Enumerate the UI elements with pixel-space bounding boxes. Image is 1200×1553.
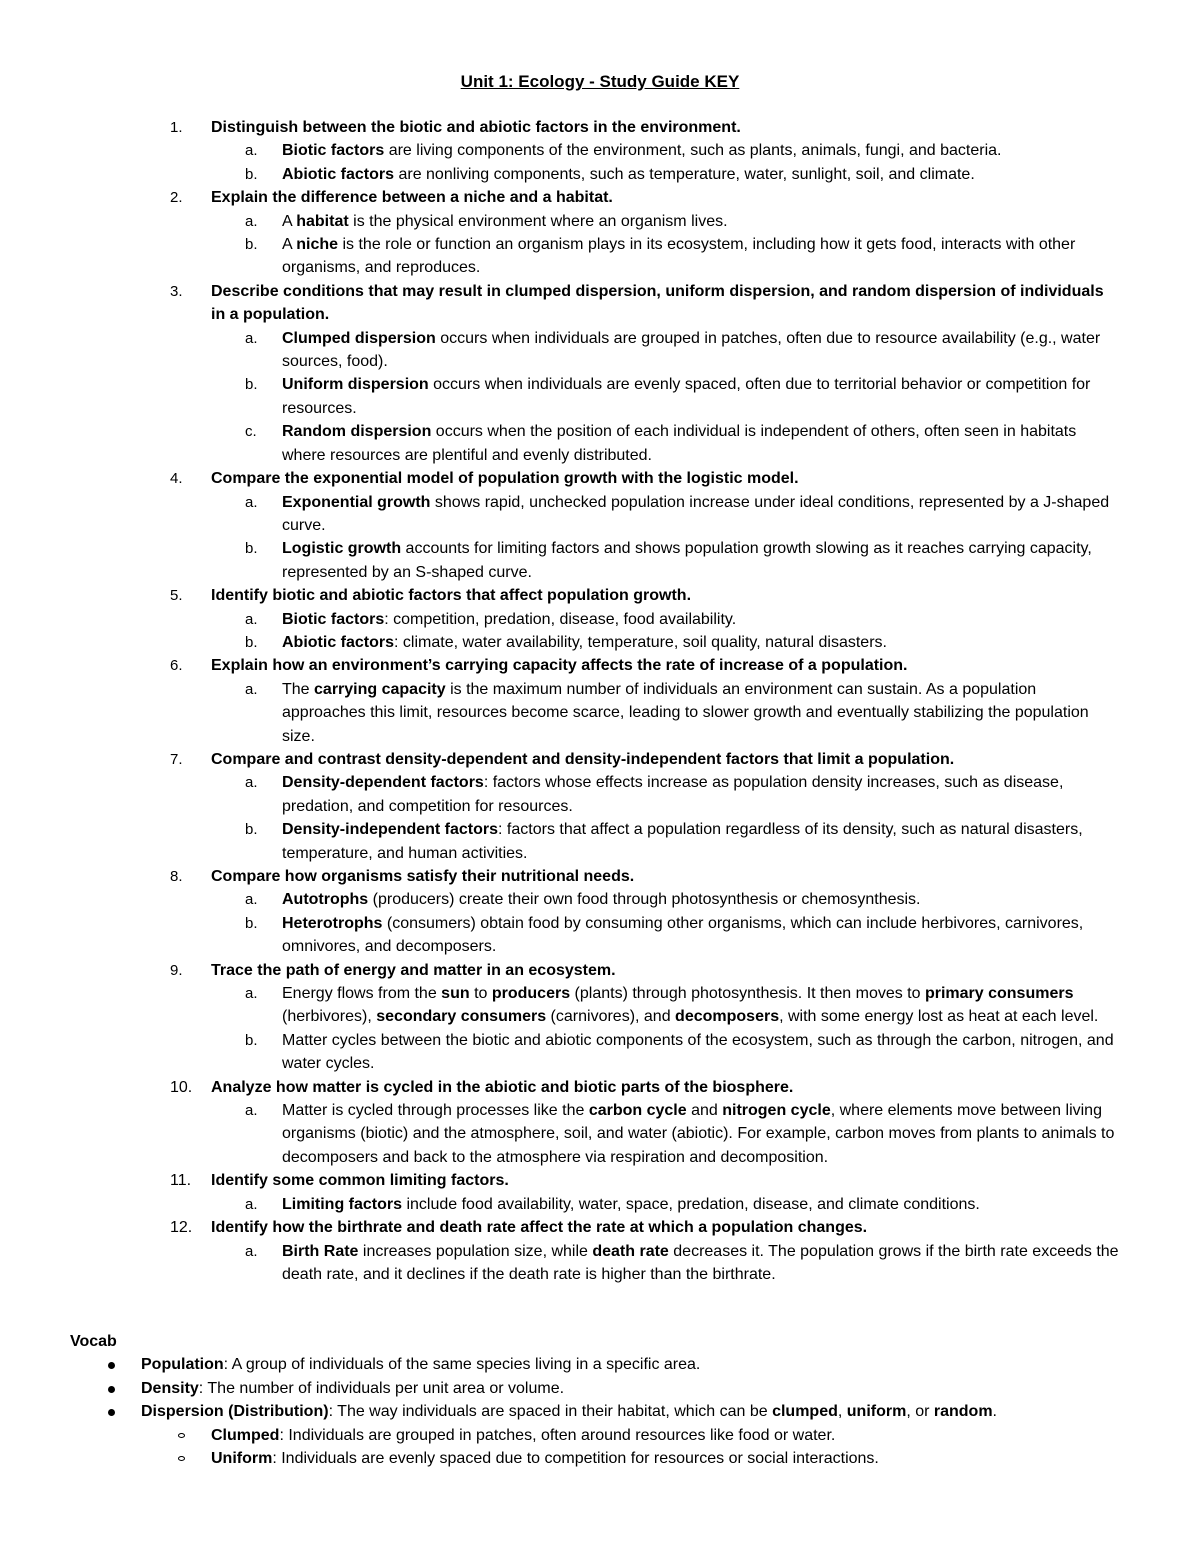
answer-text xyxy=(282,1240,1122,1287)
question-text: Describe conditions that may result in clumped dispersion, uniform dispersion, and random dispersion of individuals in a population. xyxy=(211,282,1104,324)
text-run: Energy flows from the xyxy=(282,985,442,1003)
bullet-icon xyxy=(108,1362,115,1369)
question-item xyxy=(0,748,1200,771)
answer-text xyxy=(282,1099,1122,1169)
question-item xyxy=(0,959,1200,982)
question-number: 3. xyxy=(170,282,183,300)
vocab-subtext xyxy=(211,1447,1131,1470)
answer-letter: b. xyxy=(245,376,258,394)
answer-letter: a. xyxy=(245,985,258,1003)
answer-text xyxy=(282,631,1122,654)
answer-item xyxy=(0,1029,1200,1076)
answer-item xyxy=(0,888,1200,911)
text-run: (plants) through photosynthesis. It then moves to xyxy=(570,985,925,1003)
vocab-subitem xyxy=(0,1447,1200,1470)
text-run: A xyxy=(282,236,297,254)
bold-term: secondary consumers xyxy=(376,1008,547,1026)
answer-letter: a. xyxy=(245,1195,258,1213)
answer-letter: a. xyxy=(245,774,258,792)
question-number: 1. xyxy=(170,119,183,136)
question-text: Explain how an environment’s carrying capacity affects the rate of increase of a population. xyxy=(211,657,908,675)
text-run: shows rapid, unchecked population increase under ideal conditions, represented by a J-shaped curve. xyxy=(282,493,1110,534)
text-run: accounts for limiting factors and shows population growth slowing as it reaches carrying capacity, represented by an S-shaped curve. xyxy=(282,540,1092,581)
answer-item xyxy=(0,982,1200,1029)
question-item xyxy=(0,865,1200,888)
vocab-item xyxy=(0,1377,1200,1400)
question-number: 7. xyxy=(170,750,183,768)
bold-term: Population xyxy=(141,1356,224,1374)
question-number: 6. xyxy=(170,657,183,675)
text-run: Matter is cycled through processes like the xyxy=(282,1102,589,1120)
answer-item xyxy=(0,1240,1200,1287)
text-run: : Individuals are evenly spaced due to competition for resources or social interactions. xyxy=(272,1450,879,1468)
question-item xyxy=(0,1216,1200,1239)
answer-letter: b. xyxy=(245,165,258,183)
text-run: : Individuals are grouped in patches, often around resources like food or water. xyxy=(279,1426,836,1444)
question-item xyxy=(0,1076,1200,1099)
answer-item xyxy=(0,537,1200,584)
answer-text xyxy=(282,1193,1122,1216)
answer-item xyxy=(0,163,1200,186)
question-number: 12. xyxy=(170,1219,193,1237)
answer-text xyxy=(282,678,1122,748)
text-run: : competition, predation, disease, food availability. xyxy=(384,610,737,628)
answer-letter: a. xyxy=(245,329,258,347)
answer-text xyxy=(282,608,1122,631)
text-run: is the physical environment where an organism lives. xyxy=(348,212,728,230)
answer-text xyxy=(282,1029,1122,1076)
bold-term: Logistic growth xyxy=(282,540,402,558)
vocab-text xyxy=(141,1353,1121,1376)
text-run: (producers) create their own food through photosynthesis or chemosynthesis. xyxy=(368,891,921,909)
question-text: Distinguish between the biotic and abiotic factors in the environment. xyxy=(211,119,741,136)
bold-term: Biotic factors xyxy=(282,610,385,628)
vocab-text xyxy=(141,1400,1121,1423)
answer-letter: a. xyxy=(245,1102,258,1120)
answer-item xyxy=(0,139,1200,162)
answer-text xyxy=(282,537,1122,584)
bold-term: nitrogen cycle xyxy=(722,1102,831,1120)
question-number: 11. xyxy=(170,1172,192,1190)
vocab-subitem xyxy=(0,1424,1200,1447)
text-run: occurs when individuals are evenly spaced, often due to territorial behavior or competition for resources. xyxy=(282,376,1091,417)
question-item xyxy=(0,654,1200,677)
text-run: include food availability, water, space, predation, disease, and climate conditions. xyxy=(402,1195,980,1213)
bold-term: niche xyxy=(296,236,339,254)
text-run: is the role or function an organism plays in its ecosystem, including how it gets food, interacts with other organisms, and reproduces. xyxy=(282,236,1076,277)
answer-letter: a. xyxy=(245,493,258,511)
question-item xyxy=(0,1169,1200,1192)
text-run: occurs when individuals are grouped in patches, often due to resource availability (e.g., water sources, food). xyxy=(282,329,1101,371)
bold-term: primary consumers xyxy=(924,985,1074,1003)
question-number: 2. xyxy=(170,189,183,207)
bold-term: Autotrophs xyxy=(282,891,369,909)
question-text: Explain the difference between a niche and a habitat. xyxy=(211,189,613,207)
bold-term: Clumped dispersion xyxy=(282,329,436,347)
vocab-heading: Vocab xyxy=(70,1333,117,1350)
bold-term: Clumped xyxy=(211,1426,280,1444)
answer-text xyxy=(282,771,1122,818)
answer-letter: c. xyxy=(245,423,257,441)
text-run: A xyxy=(282,212,297,230)
text-run: . xyxy=(992,1403,997,1421)
answer-letter: b. xyxy=(245,914,258,932)
question-text: Compare and contrast density-dependent and density-independent factors that limit a population. xyxy=(211,750,955,768)
answer-item xyxy=(0,373,1200,420)
answer-letter: b. xyxy=(245,821,258,839)
answer-text xyxy=(282,912,1122,959)
vocab-item xyxy=(0,1400,1200,1423)
bold-term: carrying capacity xyxy=(314,680,446,698)
bold-term: Birth Rate xyxy=(282,1242,359,1260)
text-run: decreases it. The population grows if the birth rate exceeds the death rate, and it declines if the death rate is higher than the birthrate. xyxy=(282,1242,1119,1283)
question-text: Analyze how matter is cycled in the abiotic and biotic parts of the biosphere. xyxy=(211,1078,794,1096)
answer-text xyxy=(282,163,1122,186)
bold-term: Abiotic factors xyxy=(282,165,395,183)
question-number: 8. xyxy=(170,868,183,885)
bold-term: uniform xyxy=(846,1403,907,1421)
vocab-item xyxy=(0,1353,1200,1376)
answer-text xyxy=(282,139,1122,162)
answer-text xyxy=(282,491,1122,538)
question-number: 4. xyxy=(170,470,183,488)
bold-term: decomposers xyxy=(675,1008,780,1026)
text-run: : The number of individuals per unit area or volume. xyxy=(198,1379,565,1397)
answer-item xyxy=(0,1193,1200,1216)
answer-item xyxy=(0,678,1200,748)
answer-letter: b. xyxy=(245,540,258,558)
text-run: increases population size, while xyxy=(358,1242,593,1260)
question-text: Compare how organisms satisfy their nutritional needs. xyxy=(211,868,635,885)
answer-text xyxy=(282,888,1122,911)
answer-letter: a. xyxy=(245,142,258,160)
bullet-icon xyxy=(108,1409,115,1416)
answer-item xyxy=(0,1099,1200,1169)
answer-item xyxy=(0,491,1200,538)
text-run: , where elements move between living organisms (biotic) and the atmosphere, soil, and water (abiotic). For example, carbon moves from plants to animals to decomposers and back to the atmosphere via respiration and decomposition. xyxy=(282,1102,1115,1166)
answer-item xyxy=(0,233,1200,280)
answer-item xyxy=(0,631,1200,654)
bold-term: Dispersion (Distribution) xyxy=(141,1403,329,1421)
answer-item xyxy=(0,771,1200,818)
answer-letter: a. xyxy=(245,680,258,698)
vocab-subtext xyxy=(211,1424,1131,1447)
text-run: : factors that affect a population regardless of its density, such as natural disasters, temperature, and human activities. xyxy=(282,821,1083,862)
bold-term: random xyxy=(933,1403,993,1421)
question-item xyxy=(0,467,1200,490)
text-run: The xyxy=(282,680,315,698)
answer-item xyxy=(0,210,1200,233)
answer-text xyxy=(282,818,1122,865)
bold-term: Density-dependent factors xyxy=(282,774,484,792)
text-run: (herbivores), xyxy=(282,1008,377,1026)
bold-term: clumped xyxy=(772,1403,838,1421)
question-item xyxy=(0,280,1200,327)
vocab-text xyxy=(141,1377,1121,1400)
answer-item xyxy=(0,818,1200,865)
answer-text xyxy=(282,982,1122,1029)
question-text: Compare the exponential model of population growth with the logistic model. xyxy=(211,470,799,488)
bold-term: habitat xyxy=(296,212,349,230)
question-text: Trace the path of energy and matter in an ecosystem. xyxy=(211,961,616,979)
text-run: Matter cycles between the biotic and abiotic components of the ecosystem, such as through the carbon, nitrogen, and water cycles. xyxy=(282,1031,1114,1073)
answer-item xyxy=(0,912,1200,959)
text-run: (consumers) obtain food by consuming other organisms, which can include herbivores, carnivores, omnivores, and decomposers. xyxy=(282,914,1084,956)
bold-term: Uniform dispersion xyxy=(282,376,429,394)
page-title: Unit 1: Ecology - Study Guide KEY xyxy=(460,72,740,91)
question-number: 5. xyxy=(170,587,183,605)
text-run: : factors whose effects increase as population density increases, such as disease, predation, and competition for resources. xyxy=(282,774,1064,815)
text-run: occurs when the position of each individual is independent of others, often seen in habitats where resources are plentiful and evenly distributed. xyxy=(282,423,1077,464)
bold-term: death rate xyxy=(592,1242,669,1260)
bold-term: sun xyxy=(441,985,470,1003)
bold-term: producers xyxy=(491,985,571,1003)
hollow-bullet-icon xyxy=(178,1433,185,1438)
question-number: 9. xyxy=(170,961,183,979)
question-list xyxy=(0,116,1200,1286)
answer-text xyxy=(282,233,1122,280)
question-item xyxy=(0,116,1200,139)
answer-letter: a. xyxy=(245,212,258,230)
text-run: , or xyxy=(906,1403,934,1421)
text-run: , xyxy=(837,1403,847,1421)
question-number: 10. xyxy=(170,1078,193,1096)
text-run: : climate, water availability, temperature, soil quality, natural disasters. xyxy=(394,633,887,651)
answer-text xyxy=(282,210,1122,233)
question-item xyxy=(0,584,1200,607)
answer-text xyxy=(282,420,1122,467)
bold-term: Heterotrophs xyxy=(282,914,383,932)
answer-letter: b. xyxy=(245,633,258,651)
bold-term: carbon cycle xyxy=(588,1102,687,1120)
bold-term: Exponential growth xyxy=(282,493,431,511)
answer-letter: b. xyxy=(245,236,258,254)
answer-letter: b. xyxy=(245,1031,258,1049)
bold-term: Limiting factors xyxy=(282,1195,403,1213)
answer-letter: a. xyxy=(245,610,258,628)
question-text: Identify biotic and abiotic factors that affect population growth. xyxy=(211,587,692,605)
text-run: are living components of the environment, such as plants, animals, fungi, and bacteria. xyxy=(384,142,1002,160)
answer-item xyxy=(0,420,1200,467)
text-run: is the maximum number of individuals an environment can sustain. As a population approaches this limit, resources become scarce, leading to slower growth and eventually stabilizing the population size. xyxy=(282,680,1089,745)
text-run: to xyxy=(469,985,492,1003)
text-run: , with some energy lost as heat at each level. xyxy=(779,1008,1099,1026)
bold-term: Abiotic factors xyxy=(282,633,395,651)
text-run: (carnivores), and xyxy=(546,1008,676,1026)
text-run: and xyxy=(686,1102,723,1120)
question-item xyxy=(0,186,1200,209)
answer-item xyxy=(0,327,1200,374)
question-text: Identify some common limiting factors. xyxy=(211,1172,509,1190)
bold-term: Biotic factors xyxy=(282,142,385,160)
question-text: Identify how the birthrate and death rate affect the rate at which a population changes. xyxy=(211,1219,868,1237)
vocab-section xyxy=(0,1330,1200,1470)
text-run: : A group of individuals of the same species living in a specific area. xyxy=(223,1356,701,1374)
bold-term: Density-independent factors xyxy=(282,821,499,839)
answer-text xyxy=(282,327,1122,374)
answer-letter: a. xyxy=(245,891,258,909)
bold-term: Density xyxy=(141,1379,199,1397)
answer-text xyxy=(282,373,1122,420)
text-run: : The way individuals are spaced in their habitat, which can be xyxy=(328,1403,773,1421)
bold-term: Uniform xyxy=(211,1450,273,1468)
answer-letter: a. xyxy=(245,1242,258,1260)
hollow-bullet-icon xyxy=(178,1456,185,1461)
bold-term: Random dispersion xyxy=(282,423,432,441)
answer-item xyxy=(0,608,1200,631)
text-run: are nonliving components, such as temperature, water, sunlight, soil, and climate. xyxy=(394,165,975,183)
bullet-icon xyxy=(108,1386,115,1393)
